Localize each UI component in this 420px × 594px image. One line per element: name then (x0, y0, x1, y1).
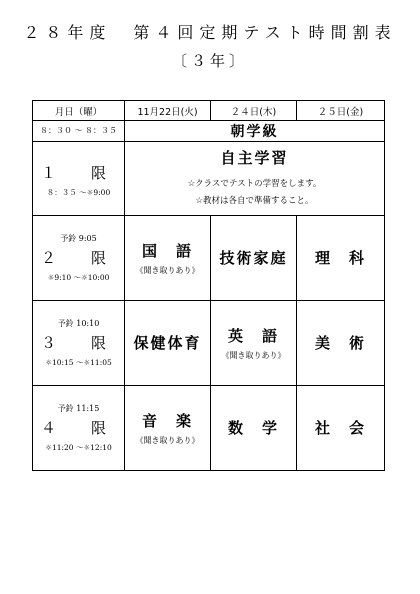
period-4-number: ４ 限 (40, 418, 116, 437)
period-3-number: ３ 限 (40, 333, 116, 352)
self-study-line-2: ☆教材は各自で準備すること。 (195, 196, 314, 206)
header-day-3: ２５日(金) (297, 101, 385, 121)
self-study-line-1: ☆クラスでテストの学習をします。 (187, 179, 322, 189)
period-3-bell: 予鈴 10:10 (57, 318, 100, 328)
period-2-bell: 予鈴 9:05 (60, 233, 97, 243)
period-2-time: ☼9:10 ～☼10:00 (47, 272, 110, 282)
period-4-bell: 予鈴 11:15 (57, 403, 100, 413)
period-2-cell (33, 216, 125, 301)
period-4-cell (33, 386, 125, 471)
period-3-day-3: 美 術 (297, 301, 385, 386)
homeroom-label: 朝学級 (125, 121, 385, 142)
period-4-time: ☼11:20 ～☼12:10 (45, 442, 112, 452)
period-4-day-2: 数 学 (211, 386, 297, 471)
self-study-cell (125, 142, 385, 216)
period-4-day-1: 音 楽 《聞き取りあり》 (125, 386, 211, 471)
period-4-row (33, 386, 385, 471)
grade-label: 〔３年〕 (171, 52, 248, 70)
period-1-row (33, 142, 385, 216)
period-1-cell (33, 142, 125, 216)
period-3-day-1: 保健体育 (125, 301, 211, 386)
period-2-number: ２ 限 (40, 248, 116, 267)
period-3-day-2: 英 語 《聞き取りあり》 (211, 301, 297, 386)
timetable (32, 100, 385, 471)
header-date-label: 月日（曜） (33, 101, 125, 121)
period-2-day-3: 理 科 (297, 216, 385, 301)
self-study-title: 自主学習 (220, 149, 289, 167)
header-day-1: 11月22日(火) (125, 101, 211, 121)
header-day-2: ２４日(木) (211, 101, 297, 121)
period-1-number: １ 限 (40, 164, 116, 182)
period-3-time: ☼10:15 ～☼11:05 (45, 357, 112, 367)
period-4-day-3: 社 会 (297, 386, 385, 471)
period-1-time: ８：３５ ～☼9:00 (46, 188, 111, 197)
period-3-row (33, 301, 385, 386)
page-title: ２８年度 第４回定期テスト時間割表 (23, 23, 397, 42)
period-3-cell (33, 301, 125, 386)
period-2-row (33, 216, 385, 301)
header-row (33, 101, 385, 121)
period-2-day-1: 国 語 《聞き取りあり》 (125, 216, 211, 301)
period-2-day-2: 技術家庭 (211, 216, 297, 301)
homeroom-row (33, 121, 385, 142)
homeroom-time: ８：３０ ～ ８：３５ (33, 121, 125, 142)
